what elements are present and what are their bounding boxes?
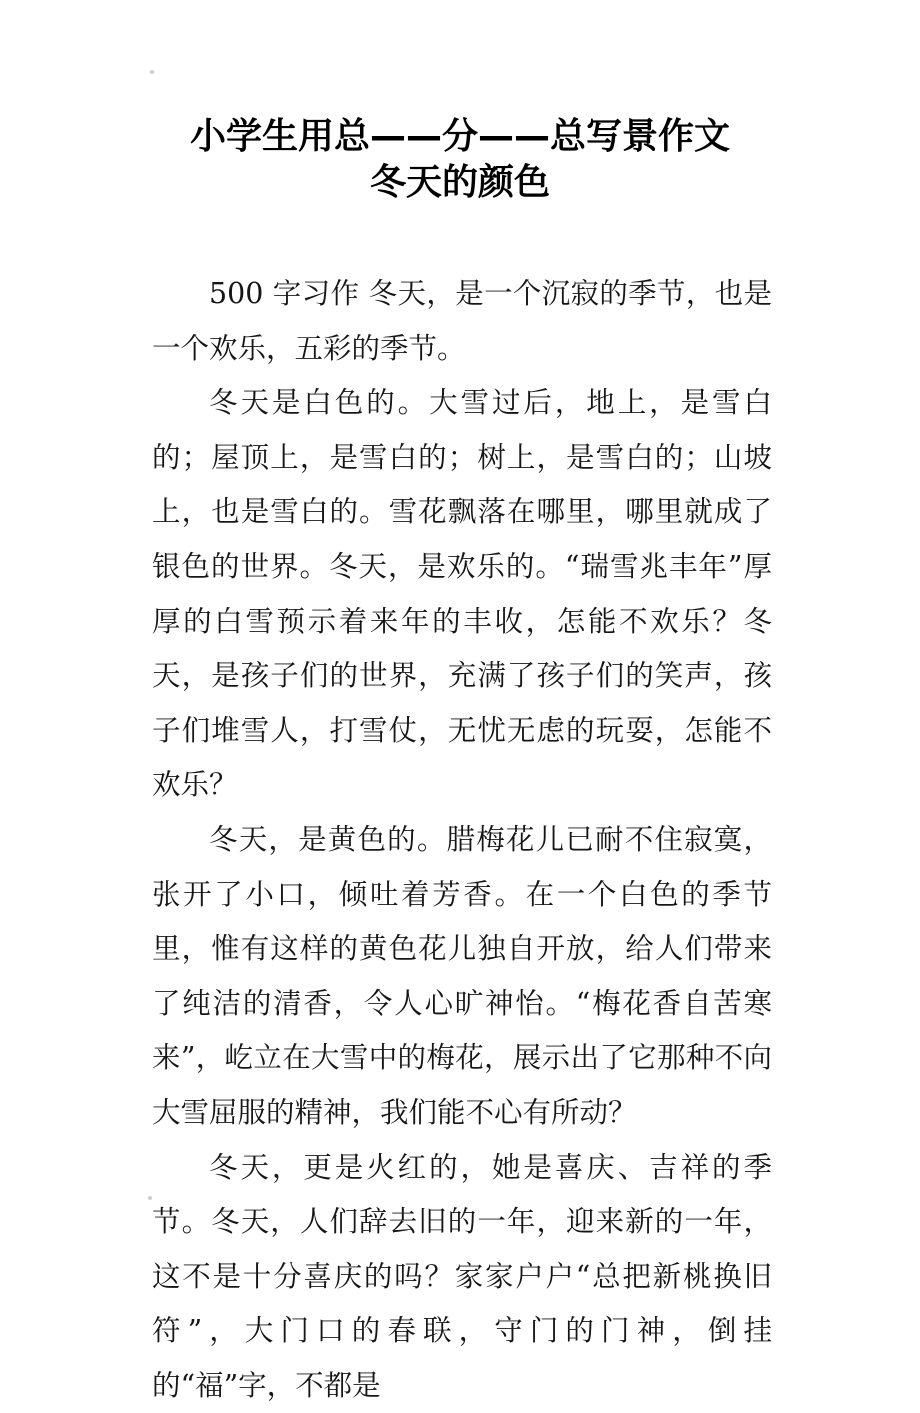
paragraph-3: 冬天，是黄色的。腊梅花儿已耐不住寂寞，张开了小口，倾吐着芳香。在一个白色的季节里，惟有这样的黄色花儿独自开放，给人们带来了纯洁的清香，令人心旷神怡。“梅花香自苦寒来”，屹立在大雪中的梅花，展示出了它那种不向大雪屈服的精神，我们能不心有所动？ (152, 813, 772, 1141)
document-body (152, 267, 772, 1413)
paragraph-1: 500 字习作 冬天，是一个沉寂的季节，也是一个欢乐，五彩的季节。 (152, 267, 772, 376)
document-subtitle: 冬天的颜色 (0, 159, 920, 207)
paragraph-2: 冬天是白色的。大雪过后，地上，是雪白的；屋顶上，是雪白的；树上，是雪白的；山坡上，也是雪白的。雪花飘落在哪里，哪里就成了银色的世界。冬天，是欢乐的。“瑞雪兆丰年”厚厚的白雪预示着来年的丰收，怎能不欢乐？冬天，是孩子们的世界，充满了孩子们的笑声，孩子们堆雪人，打雪仗，无忧无虑的玩耍，怎能不欢乐？ (152, 376, 772, 813)
document-title: 小学生用总——分——总写景作文 (0, 113, 920, 161)
paragraph-4: 冬天，更是火红的，她是喜庆、吉祥的季节。冬天，人们辞去旧的一年，迎来新的一年，这不是十分喜庆的吗？家家户户“总把新桃换旧符”，大门口的春联，守门的门神，倒挂的“福”字，不都是 (152, 1141, 772, 1413)
scan-mark-bottom (148, 1196, 152, 1200)
scan-mark-top (150, 70, 154, 74)
